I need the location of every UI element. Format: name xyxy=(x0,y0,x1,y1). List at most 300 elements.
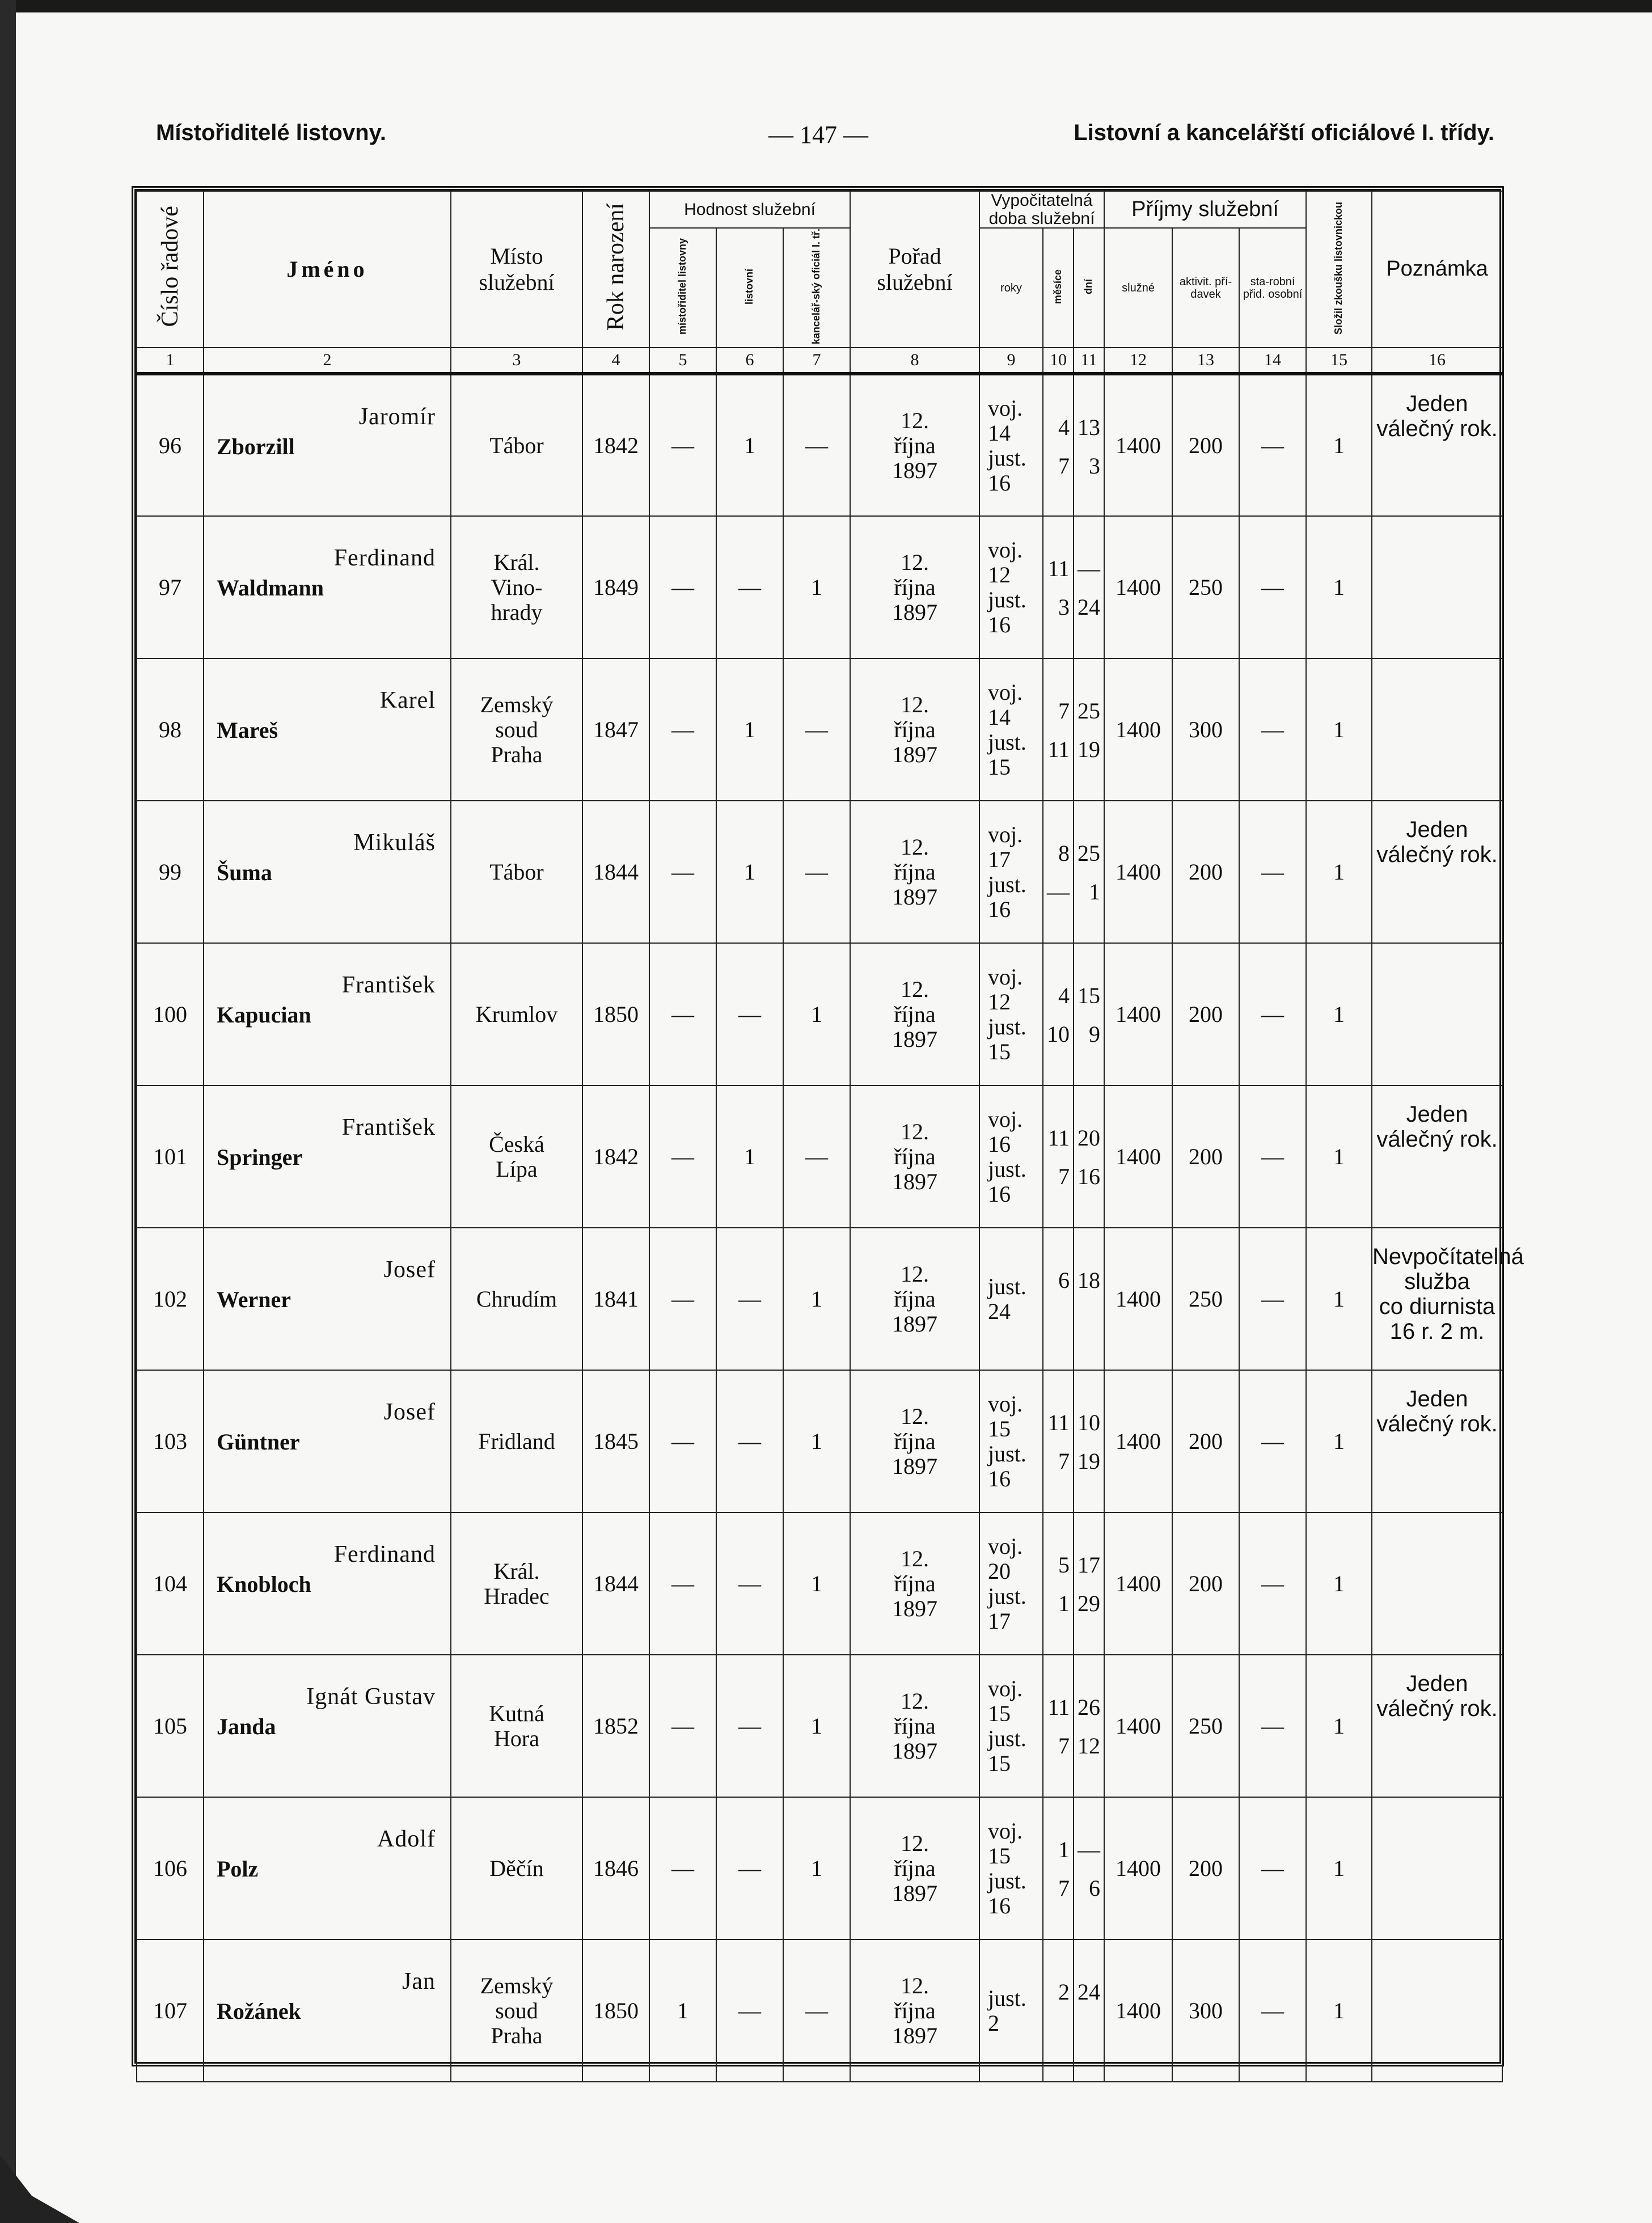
months-military: 11 xyxy=(1047,1694,1070,1721)
name-cell xyxy=(204,1085,451,1228)
exam-passed: 1 xyxy=(1306,943,1372,1085)
ledger-table-frame xyxy=(132,186,1524,2066)
row-number: 103 xyxy=(137,1370,204,1512)
months-cell xyxy=(1043,801,1074,943)
rank-clerk: — xyxy=(716,1512,783,1655)
col-header-days: dní xyxy=(1074,228,1104,348)
service-years: voj. 12 just. 15 xyxy=(979,943,1043,1085)
col-number: 5 xyxy=(649,348,716,374)
service-order: 12. října 1897 xyxy=(850,1797,979,1939)
birth-year: 1844 xyxy=(582,1512,649,1655)
days-military: 20 xyxy=(1078,1125,1101,1151)
service-years: voj. 20 just. 17 xyxy=(979,1512,1043,1655)
active-allowance: 300 xyxy=(1172,658,1239,801)
months-cell xyxy=(1043,1370,1074,1512)
service-years: just. 2 xyxy=(979,1939,1043,2082)
note: Jeden válečný rok. xyxy=(1372,1370,1502,1512)
scan-edge-left xyxy=(0,0,16,2223)
note xyxy=(1372,1512,1502,1655)
column-number-row xyxy=(137,348,1502,374)
salary: 1400 xyxy=(1104,1228,1172,1370)
days-justice: 19 xyxy=(1078,1448,1101,1474)
rank-deputy: — xyxy=(649,801,716,943)
days-justice: 29 xyxy=(1078,1591,1101,1617)
days-cell xyxy=(1074,374,1104,516)
personal-allowance: — xyxy=(1239,1797,1306,1939)
row-number: 98 xyxy=(137,658,204,801)
salary: 1400 xyxy=(1104,1370,1172,1512)
months-cell xyxy=(1043,658,1074,801)
table-row xyxy=(137,1370,1502,1512)
salary: 1400 xyxy=(1104,516,1172,658)
given-name: František xyxy=(341,1114,436,1141)
col-header-officer: kancelář-ský oficiál I. tř. xyxy=(783,228,850,348)
days-cell xyxy=(1074,1655,1104,1797)
table-header xyxy=(137,191,1502,374)
days-cell xyxy=(1074,1512,1104,1655)
col-header-note: Poznámka xyxy=(1372,191,1502,348)
surname: Janda xyxy=(217,1714,276,1740)
days-military: 26 xyxy=(1078,1694,1101,1721)
salary: 1400 xyxy=(1104,1939,1172,2082)
active-allowance: 200 xyxy=(1172,801,1239,943)
col-number: 16 xyxy=(1372,348,1502,374)
col-number: 10 xyxy=(1043,348,1074,374)
active-allowance: 250 xyxy=(1172,1228,1239,1370)
birth-year: 1844 xyxy=(582,801,649,943)
service-place: Tábor xyxy=(451,801,582,943)
months-justice: 7 xyxy=(1058,1875,1070,1901)
col-number: 15 xyxy=(1306,348,1372,374)
months-cell xyxy=(1043,1512,1074,1655)
birth-year: 1850 xyxy=(582,1939,649,2082)
exam-passed: 1 xyxy=(1306,1512,1372,1655)
rank-officer: — xyxy=(783,374,850,516)
rank-deputy: — xyxy=(649,516,716,658)
note: Jeden válečný rok. xyxy=(1372,1085,1502,1228)
row-number: 102 xyxy=(137,1228,204,1370)
service-place: Král. Hradec xyxy=(451,1512,582,1655)
row-number: 107 xyxy=(137,1939,204,2082)
service-order: 12. října 1897 xyxy=(850,374,979,516)
service-place: Zemský soud Praha xyxy=(451,1939,582,2082)
note xyxy=(1372,516,1502,658)
months-military: 8 xyxy=(1058,840,1070,867)
days-cell xyxy=(1074,801,1104,943)
service-place: Kutná Hora xyxy=(451,1655,582,1797)
service-years: voj. 12 just. 16 xyxy=(979,516,1043,658)
days-cell xyxy=(1074,1085,1104,1228)
active-allowance: 200 xyxy=(1172,1512,1239,1655)
given-name: Karel xyxy=(379,687,436,714)
rank-officer: 1 xyxy=(783,1655,850,1797)
note xyxy=(1372,1939,1502,2082)
row-number: 97 xyxy=(137,516,204,658)
months-military: 11 xyxy=(1047,1410,1070,1436)
months-military: 11 xyxy=(1047,1125,1070,1151)
col-header-number: Číslo řadové xyxy=(137,191,204,348)
rank-clerk: — xyxy=(716,1655,783,1797)
months-justice: 7 xyxy=(1058,453,1070,479)
days-justice: 16 xyxy=(1078,1164,1101,1190)
given-name: Jaromír xyxy=(358,404,436,430)
col-header-months: měsíce xyxy=(1043,228,1074,348)
birth-year: 1841 xyxy=(582,1228,649,1370)
exam-passed: 1 xyxy=(1306,801,1372,943)
col-number: 7 xyxy=(783,348,850,374)
col-header-place: Místo služební xyxy=(451,191,582,348)
running-head-right: Listovní a kancelářští oficiálové I. třídy. xyxy=(1074,120,1494,145)
personal-allowance: — xyxy=(1239,658,1306,801)
personal-allowance: — xyxy=(1239,801,1306,943)
given-name: František xyxy=(341,972,436,999)
birth-year: 1849 xyxy=(582,516,649,658)
rank-clerk: 1 xyxy=(716,1085,783,1228)
months-justice: 3 xyxy=(1058,594,1070,620)
salary: 1400 xyxy=(1104,1797,1172,1939)
months-cell xyxy=(1043,1085,1074,1228)
rank-officer: — xyxy=(783,801,850,943)
surname: Werner xyxy=(217,1287,291,1313)
service-order: 12. října 1897 xyxy=(850,801,979,943)
given-name: Ferdinand xyxy=(333,545,436,572)
col-header-clerk: listovní xyxy=(716,228,783,348)
months-cell xyxy=(1043,1939,1074,2082)
rank-officer: 1 xyxy=(783,1228,850,1370)
days-cell xyxy=(1074,1939,1104,2082)
name-cell xyxy=(204,1939,451,2082)
exam-passed: 1 xyxy=(1306,1797,1372,1939)
col-group-time: Vypočitatelná doba služební xyxy=(979,191,1104,228)
birth-year: 1847 xyxy=(582,658,649,801)
service-place: Chrudím xyxy=(451,1228,582,1370)
given-name: Josef xyxy=(383,1257,436,1283)
active-allowance: 200 xyxy=(1172,374,1239,516)
rank-clerk: — xyxy=(716,1228,783,1370)
name-cell xyxy=(204,1370,451,1512)
ledger-table xyxy=(136,191,1524,2082)
rank-officer: 1 xyxy=(783,1512,850,1655)
col-header-exam: Složil zkoušku listovnickou xyxy=(1306,191,1372,348)
surname: Polz xyxy=(217,1856,259,1882)
active-allowance: 200 xyxy=(1172,943,1239,1085)
rank-deputy: — xyxy=(649,943,716,1085)
days-justice: 6 xyxy=(1089,1875,1101,1901)
service-order: 12. října 1897 xyxy=(850,658,979,801)
row-number: 99 xyxy=(137,801,204,943)
table-row xyxy=(137,801,1502,943)
active-allowance: 250 xyxy=(1172,516,1239,658)
col-header-name: Jméno xyxy=(204,191,451,348)
days-military: — xyxy=(1078,556,1101,582)
name-cell xyxy=(204,1655,451,1797)
salary: 1400 xyxy=(1104,1085,1172,1228)
note: Jeden válečný rok. xyxy=(1372,1655,1502,1797)
personal-allowance: — xyxy=(1239,1655,1306,1797)
row-number: 101 xyxy=(137,1085,204,1228)
days-justice: 24 xyxy=(1078,594,1101,620)
days-cell xyxy=(1074,658,1104,801)
days-military: 17 xyxy=(1078,1552,1101,1578)
service-place: Krumlov xyxy=(451,943,582,1085)
surname: Rožánek xyxy=(217,1998,301,2025)
exam-passed: 1 xyxy=(1306,374,1372,516)
col-number: 12 xyxy=(1104,348,1172,374)
service-order: 12. října 1897 xyxy=(850,943,979,1085)
months-justice: — xyxy=(1047,879,1070,905)
active-allowance: 250 xyxy=(1172,1655,1239,1797)
name-cell xyxy=(204,943,451,1085)
surname: Šuma xyxy=(217,860,272,886)
months-cell xyxy=(1043,374,1074,516)
rank-deputy: — xyxy=(649,1797,716,1939)
table-row xyxy=(137,943,1502,1085)
days-military: 24 xyxy=(1078,1979,1101,2005)
service-order: 12. října 1897 xyxy=(850,1228,979,1370)
months-justice: 10 xyxy=(1047,1021,1070,1047)
note: Nevpočítatelná služba co diurnista 16 r. 2 m. xyxy=(1372,1228,1502,1370)
months-military: 6 xyxy=(1058,1267,1070,1294)
days-cell xyxy=(1074,943,1104,1085)
rank-deputy: — xyxy=(649,1085,716,1228)
note: Jeden válečný rok. xyxy=(1372,374,1502,516)
days-cell xyxy=(1074,1228,1104,1370)
row-number: 96 xyxy=(137,374,204,516)
exam-passed: 1 xyxy=(1306,1939,1372,2082)
note: Jeden válečný rok. xyxy=(1372,801,1502,943)
scan-edge-top xyxy=(0,0,1652,12)
months-military: 1 xyxy=(1058,1837,1070,1863)
running-head-left: Místořiditelé listovny. xyxy=(156,120,386,145)
service-place: Tábor xyxy=(451,374,582,516)
col-number: 9 xyxy=(979,348,1043,374)
col-header-born: Rok narození xyxy=(582,191,649,348)
birth-year: 1852 xyxy=(582,1655,649,1797)
days-military: 18 xyxy=(1078,1267,1101,1294)
days-justice: 1 xyxy=(1089,879,1101,905)
days-justice: 19 xyxy=(1078,737,1101,763)
rank-deputy: 1 xyxy=(649,1939,716,2082)
service-place: Děčín xyxy=(451,1797,582,1939)
row-number: 106 xyxy=(137,1797,204,1939)
exam-passed: 1 xyxy=(1306,516,1372,658)
col-header-active-allowance: aktivit. pří-davek xyxy=(1172,228,1239,348)
months-justice: 7 xyxy=(1058,1164,1070,1190)
table-row xyxy=(137,374,1502,516)
personal-allowance: — xyxy=(1239,516,1306,658)
given-name: Ferdinand xyxy=(333,1541,436,1568)
col-number: 6 xyxy=(716,348,783,374)
personal-allowance: — xyxy=(1239,1085,1306,1228)
personal-allowance: — xyxy=(1239,1512,1306,1655)
service-order: 12. října 1897 xyxy=(850,1085,979,1228)
days-justice: 12 xyxy=(1078,1733,1101,1759)
row-number: 100 xyxy=(137,943,204,1085)
exam-passed: 1 xyxy=(1306,1228,1372,1370)
col-number: 13 xyxy=(1172,348,1239,374)
service-years: voj. 15 just. 15 xyxy=(979,1655,1043,1797)
months-justice: 7 xyxy=(1058,1733,1070,1759)
birth-year: 1842 xyxy=(582,374,649,516)
surname: Kapucian xyxy=(217,1002,311,1028)
rank-officer: 1 xyxy=(783,1370,850,1512)
page-header xyxy=(156,120,1494,154)
col-header-order: Pořad služební xyxy=(850,191,979,348)
exam-passed: 1 xyxy=(1306,658,1372,801)
surname: Güntner xyxy=(217,1429,300,1455)
table-row xyxy=(137,1228,1502,1370)
page-number: — 147 — xyxy=(768,121,868,149)
name-cell xyxy=(204,516,451,658)
rank-officer: — xyxy=(783,658,850,801)
rank-clerk: — xyxy=(716,1797,783,1939)
name-cell xyxy=(204,374,451,516)
salary: 1400 xyxy=(1104,374,1172,516)
personal-allowance: — xyxy=(1239,1370,1306,1512)
table-row xyxy=(137,1655,1502,1797)
row-number: 104 xyxy=(137,1512,204,1655)
days-military: 10 xyxy=(1078,1410,1101,1436)
table-row xyxy=(137,1085,1502,1228)
days-military: 25 xyxy=(1078,840,1101,867)
rank-deputy: — xyxy=(649,1370,716,1512)
name-cell xyxy=(204,658,451,801)
rank-officer: — xyxy=(783,1939,850,2082)
col-header-salary: služné xyxy=(1104,228,1172,348)
rank-deputy: — xyxy=(649,1512,716,1655)
months-cell xyxy=(1043,516,1074,658)
given-name: Ignát Gustav xyxy=(306,1684,436,1710)
months-military: 5 xyxy=(1058,1552,1070,1578)
table-row xyxy=(137,1939,1502,2082)
months-military: 11 xyxy=(1047,556,1070,582)
rank-officer: 1 xyxy=(783,1797,850,1939)
given-name: Mikuláš xyxy=(353,830,436,856)
birth-year: 1845 xyxy=(582,1370,649,1512)
name-cell xyxy=(204,1512,451,1655)
service-years: just. 24 xyxy=(979,1228,1043,1370)
table-row xyxy=(137,1797,1502,1939)
service-order: 12. října 1897 xyxy=(850,1655,979,1797)
service-place: Česká Lípa xyxy=(451,1085,582,1228)
col-number: 2 xyxy=(204,348,451,374)
col-header-personal-allowance: sta-robní přid. osobní xyxy=(1239,228,1306,348)
rank-clerk: 1 xyxy=(716,658,783,801)
table-body xyxy=(137,374,1524,2082)
personal-allowance: — xyxy=(1239,1939,1306,2082)
active-allowance: 300 xyxy=(1172,1939,1239,2082)
rank-clerk: 1 xyxy=(716,801,783,943)
personal-allowance: — xyxy=(1239,374,1306,516)
days-cell xyxy=(1074,516,1104,658)
personal-allowance: — xyxy=(1239,1228,1306,1370)
active-allowance: 200 xyxy=(1172,1797,1239,1939)
rank-clerk: — xyxy=(716,516,783,658)
rank-clerk: — xyxy=(716,1370,783,1512)
birth-year: 1842 xyxy=(582,1085,649,1228)
note xyxy=(1372,658,1502,801)
service-order: 12. října 1897 xyxy=(850,1370,979,1512)
birth-year: 1850 xyxy=(582,943,649,1085)
given-name: Jan xyxy=(402,1968,436,1995)
given-name: Adolf xyxy=(377,1826,436,1853)
table-row xyxy=(137,1512,1502,1655)
col-number: 3 xyxy=(451,348,582,374)
surname: Mareš xyxy=(217,717,278,743)
months-cell xyxy=(1043,1228,1074,1370)
exam-passed: 1 xyxy=(1306,1655,1372,1797)
col-group-income: Příjmy služební xyxy=(1104,191,1306,228)
rank-clerk: 1 xyxy=(716,374,783,516)
col-number: 8 xyxy=(850,348,979,374)
months-cell xyxy=(1043,1797,1074,1939)
service-order: 12. října 1897 xyxy=(850,516,979,658)
row-number: 105 xyxy=(137,1655,204,1797)
personal-allowance: — xyxy=(1239,943,1306,1085)
table-row xyxy=(137,658,1502,801)
col-number: 11 xyxy=(1074,348,1104,374)
service-years: voj. 14 just. 16 xyxy=(979,374,1043,516)
exam-passed: 1 xyxy=(1306,1370,1372,1512)
given-name: Josef xyxy=(383,1399,436,1426)
months-military: 4 xyxy=(1058,983,1070,1009)
col-header-years: roky xyxy=(979,228,1043,348)
note xyxy=(1372,943,1502,1085)
col-group-rank: Hodnost služební xyxy=(649,191,850,228)
surname: Springer xyxy=(217,1144,303,1170)
months-justice: 11 xyxy=(1047,737,1070,763)
salary: 1400 xyxy=(1104,1512,1172,1655)
table-row xyxy=(137,516,1502,658)
rank-clerk: — xyxy=(716,1939,783,2082)
days-military: 15 xyxy=(1078,983,1101,1009)
days-military: 13 xyxy=(1078,415,1101,441)
col-number: 4 xyxy=(582,348,649,374)
surname: Zborzill xyxy=(217,434,295,460)
months-justice: 7 xyxy=(1058,1448,1070,1474)
service-years: voj. 14 just. 15 xyxy=(979,658,1043,801)
salary: 1400 xyxy=(1104,801,1172,943)
active-allowance: 200 xyxy=(1172,1370,1239,1512)
service-place: Zemský soud Praha xyxy=(451,658,582,801)
service-place: Král. Vino- hrady xyxy=(451,516,582,658)
exam-passed: 1 xyxy=(1306,1085,1372,1228)
salary: 1400 xyxy=(1104,1655,1172,1797)
service-years: voj. 15 just. 16 xyxy=(979,1370,1043,1512)
months-military: 7 xyxy=(1058,698,1070,724)
name-cell xyxy=(204,1228,451,1370)
months-military: 4 xyxy=(1058,415,1070,441)
rank-officer: 1 xyxy=(783,516,850,658)
days-military: — xyxy=(1078,1837,1101,1863)
rank-clerk: — xyxy=(716,943,783,1085)
active-allowance: 200 xyxy=(1172,1085,1239,1228)
rank-deputy: — xyxy=(649,658,716,801)
surname: Knobloch xyxy=(217,1571,311,1597)
col-header-deputy: místořiditel listovny xyxy=(649,228,716,348)
rank-deputy: — xyxy=(649,374,716,516)
rank-officer: 1 xyxy=(783,943,850,1085)
days-justice: 3 xyxy=(1089,453,1101,479)
surname: Waldmann xyxy=(217,575,324,601)
salary: 1400 xyxy=(1104,658,1172,801)
service-place: Fridland xyxy=(451,1370,582,1512)
note xyxy=(1372,1797,1502,1939)
service-years: voj. 15 just. 16 xyxy=(979,1797,1043,1939)
months-military: 2 xyxy=(1058,1979,1070,2005)
months-cell xyxy=(1043,943,1074,1085)
rank-officer: — xyxy=(783,1085,850,1228)
